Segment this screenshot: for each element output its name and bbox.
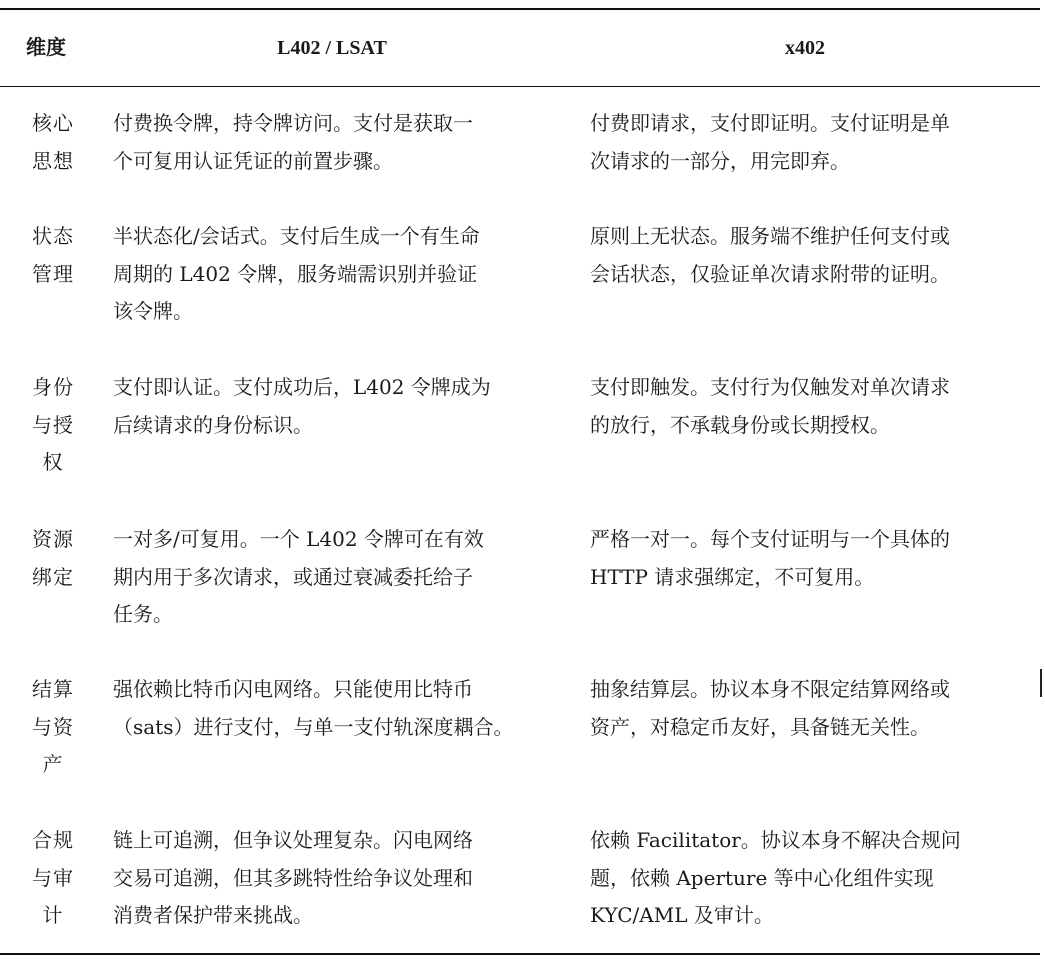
row-binding-l402: 一对多/可复用。一个 L402 令牌可在有效 期内用于多次请求，或通过衰减委托给子 任务。 xyxy=(113,527,484,626)
row-settlement-x402: 抽象结算层。协议本身不限定结算网络或 资产，对稳定币友好，具备链无关性。 xyxy=(590,677,950,739)
row-state-l402: 半状态化/会话式。支付后生成一个有生命 周期的 L402 令牌，服务端需识别并验证 该令牌。 xyxy=(113,224,480,323)
text-cursor xyxy=(1040,669,1042,697)
row-compliance-x402: 依赖 Facilitator。协议本身不解决合规问 题，依赖 Aperture 等中心化组件实现 KYC/AML 及审计。 xyxy=(590,828,961,927)
row-state-x402: 原则上无状态。服务端不维护任何支付或 会话状态，仅验证单次请求附带的证明。 xyxy=(590,224,950,286)
row-core-idea-x402: 付费即请求，支付即证明。支付证明是单 次请求的一部分，用完即弃。 xyxy=(590,111,950,173)
table-top-rule xyxy=(0,8,1040,10)
row-state-dimension: 状态 管理 xyxy=(32,224,74,286)
row-identity-dimension: 身份 与授 权 xyxy=(32,375,74,474)
row-settlement-dimension: 结算 与资 产 xyxy=(32,677,74,776)
header-rule xyxy=(0,86,1040,87)
row-identity-l402: 支付即认证。支付成功后，L402 令牌成为 后续请求的身份标识。 xyxy=(113,375,491,437)
header-l402: L402 / LSAT xyxy=(277,37,387,59)
row-binding-dimension: 资源 绑定 xyxy=(32,527,74,589)
row-identity-x402: 支付即触发。支付行为仅触发对单次请求 的放行，不承载身份或长期授权。 xyxy=(590,375,950,437)
row-core-idea-dimension: 核心 思想 xyxy=(32,111,74,173)
row-core-idea-l402: 付费换令牌，持令牌访问。支付是获取一 个可复用认证凭证的前置步骤。 xyxy=(113,111,473,173)
row-binding-x402: 严格一对一。每个支付证明与一个具体的 HTTP 请求强绑定，不可复用。 xyxy=(590,527,950,589)
row-settlement-l402: 强依赖比特币闪电网络。只能使用比特币 （sats）进行支付，与单一支付轨深度耦合。 xyxy=(113,677,514,739)
header-dimension: 维度 xyxy=(26,37,66,59)
header-x402: x402 xyxy=(785,37,825,59)
table-bottom-rule xyxy=(0,953,1040,955)
row-compliance-dimension: 合规 与审 计 xyxy=(32,828,74,927)
row-compliance-l402: 链上可追溯，但争议处理复杂。闪电网络 交易可追溯，但其多跳特性给争议处理和 消费者保护带来挑战。 xyxy=(113,828,473,927)
